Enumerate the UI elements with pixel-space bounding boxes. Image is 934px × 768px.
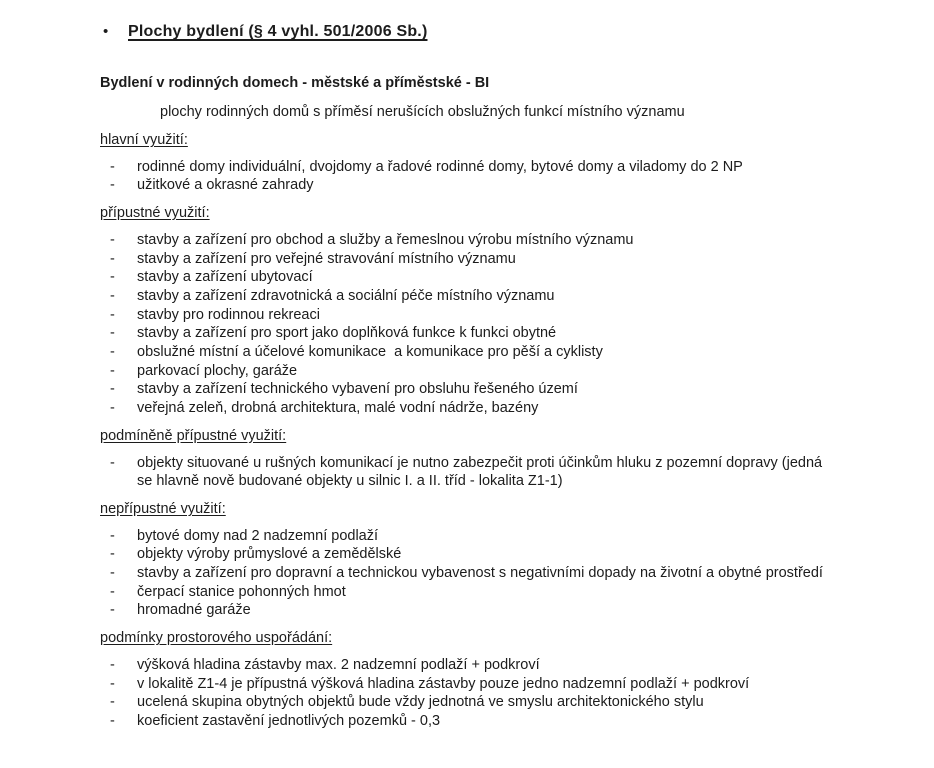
document-description: plochy rodinných domů s příměsí nerušících obslužných funkcí místního významu — [160, 104, 685, 120]
list-item — [100, 306, 900, 325]
dash-marker: - — [110, 381, 115, 398]
dash-marker: - — [110, 712, 115, 729]
item-list — [100, 527, 900, 621]
list-item — [100, 324, 900, 343]
dash-marker: - — [110, 231, 115, 248]
list-item — [100, 712, 900, 731]
item-text: koeficient zastavění jednotlivých pozemků - 0,3 — [137, 712, 441, 729]
list-item — [100, 454, 900, 491]
page-title: Plochy bydlení (§ 4 vyhl. 501/2006 Sb.) — [128, 23, 428, 40]
title-bullet: • — [103, 23, 109, 40]
item-text: čerpací stanice pohonných hmot — [137, 583, 346, 600]
item-text: stavby a zařízení pro veřejné stravování místního významu — [137, 250, 516, 267]
item-text: v lokalitě Z1-4 je přípustná výšková hladina zástavby pouze jedno nadzemní podlaží + podkroví — [137, 675, 750, 692]
item-text: bytové domy nad 2 nadzemní podlaží — [137, 527, 379, 544]
list-item — [100, 399, 900, 418]
dash-marker: - — [110, 675, 115, 692]
list-item — [100, 231, 900, 250]
dash-marker: - — [110, 656, 115, 673]
list-item — [100, 564, 900, 583]
item-text: objekty výroby průmyslové a zemědělské — [137, 546, 402, 563]
item-list — [100, 454, 900, 491]
list-item — [100, 362, 900, 381]
item-text: výšková hladina zástavby max. 2 nadzemní podlaží + podkroví — [137, 656, 540, 673]
item-list — [100, 231, 900, 418]
item-text: stavby pro rodinnou rekreaci — [137, 306, 320, 323]
dash-marker: - — [110, 325, 115, 342]
usage-section — [100, 629, 900, 731]
item-text: stavby a zařízení pro dopravní a technickou vybavenost s negativními dopady na životní a obytné prostředí — [137, 565, 823, 582]
dash-marker: - — [110, 546, 115, 563]
list-item — [100, 343, 900, 362]
section-heading: nepřípustné využití: — [100, 500, 226, 517]
dash-marker: - — [110, 344, 115, 361]
dash-marker: - — [110, 287, 115, 304]
dash-marker: - — [110, 602, 115, 619]
document-title-row — [100, 22, 900, 42]
item-text: stavby a zařízení technického vybavení pro obsluhu řešeného území — [137, 381, 578, 398]
dash-marker: - — [110, 250, 115, 267]
item-text: obslužné místní a účelové komunikace a komunikace pro pěší a cyklisty — [137, 344, 603, 361]
item-text: rodinné domy individuální, dvojdomy a řadové rodinné domy, bytové domy a viladomy do 2 NP — [137, 158, 743, 175]
item-list — [100, 656, 900, 731]
item-text: parkovací plochy, garáže — [137, 362, 298, 379]
dash-marker: - — [110, 306, 115, 323]
list-item — [100, 158, 900, 177]
list-item — [100, 583, 900, 602]
item-text: stavby a zařízení pro obchod a služby a řemeslnou výrobu místního významu — [137, 231, 634, 248]
list-item — [100, 250, 900, 269]
dash-marker: - — [110, 400, 115, 417]
list-item — [100, 675, 900, 694]
section-heading: podmíněně přípustné využití: — [100, 427, 287, 444]
usage-section — [100, 204, 900, 418]
item-text: stavby a zařízení ubytovací — [137, 269, 313, 286]
dash-marker: - — [110, 158, 115, 175]
dash-marker: - — [110, 454, 115, 471]
usage-section — [100, 131, 900, 195]
dash-marker: - — [110, 527, 115, 544]
document-subtitle: Bydlení v rodinných domech - městské a příměstské - BI — [100, 75, 490, 91]
dash-marker: - — [110, 362, 115, 379]
list-item — [100, 268, 900, 287]
sections-container — [100, 131, 900, 731]
item-text: stavby a zařízení pro sport jako doplňková funkce k funkci obytné — [137, 325, 557, 342]
usage-section — [100, 500, 900, 620]
dash-marker: - — [110, 694, 115, 711]
list-item — [100, 176, 900, 195]
section-heading: hlavní využití: — [100, 132, 188, 148]
item-text: ucelená skupina obytných objektů bude vždy jednotná ve smyslu architektonického stylu — [137, 694, 704, 711]
item-text: stavby a zařízení zdravotnická a sociální péče místního významu — [137, 287, 555, 304]
item-text: hromadné garáže — [137, 602, 251, 619]
list-item — [100, 656, 900, 675]
list-item — [100, 601, 900, 620]
item-text: objekty situované u rušných komunikací je nutno zabezpečit proti účinkům hluku z pozemní dopravy (jedná se hlavně nově budované objekty u silnic I. a II. tříd - lokalita Z1-1) — [137, 454, 827, 490]
list-item — [100, 380, 900, 399]
usage-section — [100, 427, 900, 491]
dash-marker: - — [110, 565, 115, 582]
item-list — [100, 158, 900, 195]
section-heading: přípustné využití: — [100, 205, 210, 222]
section-heading: podmínky prostorového uspořádání: — [100, 630, 333, 647]
list-item — [100, 287, 900, 306]
item-text: užitkové a okrasné zahrady — [137, 177, 314, 194]
dash-marker: - — [110, 177, 115, 194]
item-text: veřejná zeleň, drobná architektura, malé vodní nádrže, bazény — [137, 400, 539, 417]
list-item — [100, 693, 900, 712]
list-item — [100, 545, 900, 564]
list-item — [100, 527, 900, 546]
dash-marker: - — [110, 583, 115, 600]
dash-marker: - — [110, 269, 115, 286]
